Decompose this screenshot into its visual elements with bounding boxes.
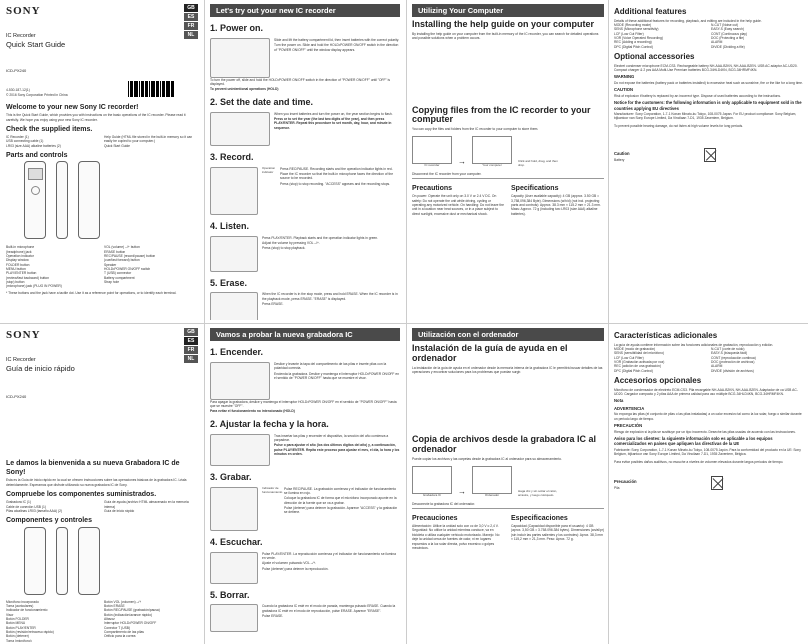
welcome-body: This is the Quick Start Guide, which provides you with instructions on the basic operations of the IC recorder. Please read it carefully. We hope you enjoy using your new Sony IC recorder. [6,113,186,122]
list-item: DIVIDE (división de archivos) [711,368,754,373]
list-item: DOC (protección de archivos) [711,359,755,364]
caution-body: Riesgo de explosión si la pila se sustituye por un tipo incorrecto. Deseche las pilas usadas de acuerdo con las instrucciones. [614,429,796,434]
drag-drop-label: Haga clic y sin soltar el ratón, arrastre, y luego colóquelo. [518,488,558,497]
lang-tab-nl: NL [184,355,198,363]
caution-label: Precaución [614,479,637,485]
list-item: Orificio para la correa [104,634,136,639]
barcode [128,81,198,97]
parts-heading: Parts and controls [6,152,68,160]
list-item: DIVIDE (Dividing a file) [711,44,745,49]
check-items-heading: Compruebe los componentes suministrados. [6,491,157,499]
list-item: IC Recorder (1) [6,135,29,140]
list-item: DPC (Digital Pitch Control) [614,368,654,373]
list-item: REC (adición de una grabación) [614,364,661,369]
list-item: CONT (Continuous play) [711,31,748,36]
step-5b: Press ERASE. [262,302,284,307]
step-1b: Encienda la grabadora. Deslice y mantenga el interruptor HOLD•POWER ON/OFF en el sentido de "POWER ON/OFF" hasta que se muestre el visor. [274,371,400,380]
list-item: Botón REC/PAUSE (grabación/pausa) [104,608,160,613]
notice-heading: Aviso para los clientes: la siguiente información solo es aplicable a los equipos comercializados en países que apliquen las directivas de la UE [614,435,773,447]
lang-tab-es: ES [184,13,198,21]
battery-label: Pila [614,485,620,490]
caution-heading: CAUTION [614,87,634,93]
caution-heading: PRECAUCIÓN [614,422,643,428]
record-illustration [210,487,258,531]
list-item: Botón PLAY/ENTER [6,625,36,630]
list-item: MODE (Recording mode) [614,22,652,27]
fold-line-vertical-1 [204,0,205,644]
top-additional-panel [614,4,804,320]
specifications-body: Capacity (User available capacity): 4 GB (approx. 3.50 GB = 3,758,096,384 Byte). Dimensions (w/h/d) (not incl. projecting parts and controls): Approx. 38.3 mm × 115.2 mm × 21.3 mm. Mass: Approx. 72 g (including two LR03 (size AAA) alkaline batteries). [511,194,601,216]
lang-tab-gb: GB [184,328,198,336]
doc-title: Quick Start Guide [6,39,66,49]
optional-body: Electret condenser microphone ECM-CS3. Rechargeable battery NH-AAA-B2KN, NH-AAA-B2EN. USB AC adaptor AC-UD20. Compact charger & 2 pcs AAA Multi-Use Premium batteries BCG-34HLD4KN, BCG-34HRMF4KN. [614,63,798,72]
list-item: Toma (micrófono) [6,638,32,642]
install-body: La instalación de la guía de ayuda en el ordenador desde la memoria interna de la grabadora IC le permitirá buscar detalles de las operaciones y encontrar soluciones para los problemas que puedan surgir. [412,365,603,375]
list-item: MODE (modo de grabación) [614,346,656,351]
list-item: VOR (Voice Operated Recording) [614,35,663,40]
language-tabs [184,328,198,364]
list-item: PLAY/ENTER button [6,271,37,276]
precautions-body: Alimentación: Utilice la unidad solo con cc de 3,0 V o 2,4 V. Seguridad: No utilice la unidad mientras conduce, va en bicicleta o utiliza cualquier vehículo motorizado. Manejo: No deje la unidad cerca de fuentes de calor, ni en lugares expuestos a la luz solar directa, polvo excesivo o golpes mecánicos. [412,524,500,550]
lang-tab-gb: GB [184,4,198,12]
copyright: © 2016 Sony Corporation Printed in China [6,92,68,97]
ic-recorder-label: Grabadora IC [422,492,442,497]
welcome-heading: Welcome to your new Sony IC recorder! [6,103,139,111]
sony-logo: SONY [6,5,41,17]
step-3-title: 3. Grabar. [210,471,252,482]
list-item: Botón VOL (volumen) –/+ [104,599,142,604]
step-3a: Press REC/PAUSE. Recording starts and the operation indicator lights in red. [280,166,393,171]
list-item: N-CUT (Noise cut) [711,22,739,27]
try-header: Let's try out your new IC recorder [210,4,400,17]
install-steps-area [412,43,604,103]
computer-header: Utilización con el ordenador [412,328,604,341]
notice-heading: Notice for the customers: the following information is only applicable to equipment sold in the countries applying EU directives [614,99,802,111]
recorder-back-illustration [78,161,100,239]
list-item: Guía de inicio rápido [104,509,135,513]
computer-window-icon [472,466,512,494]
step-2a: Tras insertar las pilas y encender el dispositivo, la sección del año comienza a parpadear. [274,433,389,443]
hearing-warning: Para evitar posibles daños auditivos, no escuche a niveles de volumen elevados durante largos periodos de tiempo. [614,459,784,464]
folder-window-icon [412,466,452,494]
list-item: Botón (detener) [6,634,29,639]
step-1d: Para evitar el funcionamiento no intencionado (HOLD) [210,408,295,413]
list-item: REC/PAUSE (record/pause) button [104,254,156,259]
bottom-cover-panel [6,328,198,642]
copy-heading: Copying files from the IC recorder to your computer [412,104,591,125]
fold-line-vertical-2 [406,0,407,644]
list-item: Grabadora IC (1) [6,500,31,505]
additional-body: Details of these additional features for recording, playback, and editing are included in the help guide. [614,18,762,23]
list-item: ALARM [711,40,723,45]
step-4-title: 4. Escuchar. [210,536,263,547]
list-item: Botón FOLDER [6,616,29,621]
battery-label: Battery [614,157,625,162]
step-4c: Press (stop) to stop playback. [262,246,306,251]
product-name: IC Recorder [6,32,36,39]
list-item: Altavoz [104,616,115,621]
optional-heading: Accesorios opcionales [614,375,702,385]
date-set-illustration [210,434,270,466]
list-item: LCF (Low Cut Filter) [614,31,644,36]
list-item: Display window [6,258,29,263]
welcome-body: Esta es la Guía de inicio rápido en la cual se ofrecen instrucciones sobre las operaciones básicas de la grabadora IC. Léala detenidamente. Esperamos que disfrute utilizando su nueva grabadora IC de Sony. [6,478,187,487]
step-4c: Pulse (detener) para detener la reproducción. [262,566,329,571]
list-item: Strap hole [104,280,120,285]
step-1a: Slide and lift the battery compartment lid, then insert batteries with the correct polarity. [274,37,400,42]
step-3c: Pulse (detener) para detener la grabación. Aparece "ACCESS" y la grabación se detiene. [284,506,398,515]
battery-insert-illustration [210,362,270,400]
step-5a: When the IC recorder is in the stop mode, press and hold ERASE. When the IC recorder is in the playback mode, press ERASE. "ERASE" is displayed. [262,292,398,301]
list-item: (headphone) jack [6,249,32,254]
list-item: Visor [6,612,14,617]
model-number: ICD-PX240 [6,393,27,399]
step-1-title: 1. Encender. [210,347,264,357]
top-try-panel [210,4,400,320]
list-item: LCF (Low Cut Filter) [614,355,644,360]
try-header: Vamos a probar la nueva grabadora IC [210,328,400,341]
step-2-title: 2. Ajustar la fecha y la hora. [210,418,329,429]
model-number: ICD-PX240 [6,67,27,73]
list-item: SENS (Microphone sensitivity) [614,27,659,32]
list-item: Interruptor HOLD•POWER ON/OFF [104,621,157,626]
caution-body: Risk of explosion if battery is replaced by an incorrect type. Dispose of used batteries according to the instructions. [614,93,781,98]
bottom-additional-panel [614,328,804,642]
list-item: Battery compartment [104,275,135,280]
step-2b: Press or to set the year (the last two digits of the year), and then press PLAY/ENTER. Repeat this procedure to set month, day, hour, and minute in sequence. [274,117,392,130]
copy-figure [412,136,604,168]
step-1c: Para apagar la grabadora, deslice y mantenga el interruptor HOLD•POWER ON/OFF en el sentido de "POWER ON/OFF" hasta que se muestre "OFF". [210,399,397,409]
list-item: DPC (Digital Pitch Control) [614,44,654,49]
notice-body: Manufacturer: Sony Corporation, 1-7-1 Konan Minato-ku Tokyo, 108-0075 Japan. For EU product compliance: Sony Belgium, bijkantoor van Sony Europe Limited, Da Vincilaan 7-D1, 1935 Zaventem, Belgium. [614,112,797,121]
product-name: IC Recorder [6,356,36,363]
list-item: Built-in microphone [6,245,35,250]
specifications-heading: Specifications [511,185,559,192]
supplied-items [6,135,198,148]
recorder-side-illustration [56,161,68,239]
list-item: FOLDER button [6,262,30,267]
computer-header: Utilizing Your Computer [412,4,604,17]
list-item: USB connecting cable (1) [6,139,44,144]
additional-body: La guía de ayuda contiene información sobre las funciones adicionales de grabación, reproducción y edición. [614,342,774,347]
ic-recorder-label: IC recorder [424,162,440,167]
operation-indicator-label: Indicador de funcionamiento [262,485,283,494]
install-body: By installing the help guide on your computer from the built-in memory of the IC recorder, you can search for detailed operations and possible solutions when a problem occurs. [412,31,599,41]
list-item: Speaker [104,262,117,267]
recycle-bin-icon [711,476,723,490]
computer-window-icon [472,136,512,164]
computer-label: Ordenador [484,492,500,497]
sony-logo: SONY [6,329,41,341]
recorder-side-illustration [56,527,68,595]
list-item: Conector T (USB) [104,625,131,630]
additional-heading: Additional features [614,7,687,16]
operation-indicator-label: Operation indicator [262,165,276,174]
step-1b: Turn the power on. Slide and hold the HOLD•POWER ON/OFF switch in the direction of "POWER ON/OFF" until the window display appears. [274,43,399,52]
note-heading: Nota [614,398,624,404]
step-2-title: 2. Set the date and time. [210,96,314,107]
additional-heading: Características adicionales [614,331,718,340]
list-item: Guía de ayuda (archivo HTML almacenado en la memoria interna) [104,500,189,509]
lang-tab-fr: FR [184,346,198,354]
list-item: Micrófono incorporado [6,599,39,604]
listen-illustration [210,236,258,272]
list-item: Pilas alcalinas LR03 (tamaño AAA) (2) [6,509,63,513]
specifications-heading: Especificaciones [511,514,568,522]
list-item: CONT (reproducción continua) [711,355,756,360]
erase-illustration [210,604,258,632]
list-item: N-CUT (corte de ruido) [711,346,745,351]
step-4b: Ajuste el volumen pulsando VOL –/+. [262,561,317,566]
list-item: (cue/fast forward) button [104,258,140,263]
step-1d: To prevent unintentional operations (HOLD) [210,86,279,91]
copy-figure [412,466,604,498]
step-1-title: 1. Power on. [210,23,264,33]
list-item: Botón (indicación/avance rápido) [104,612,153,617]
list-item: (stop) button [6,280,25,285]
parts-heading: Componentes y controles [6,517,92,525]
recorder-front-illustration [24,527,46,595]
caution-label: Caution [614,151,630,157]
bottom-computer-panel [412,328,604,642]
top-computer-panel [412,4,604,320]
welcome-heading: Le damos la bienvenida a su nueva Grabadora IC de Sony! [6,459,180,477]
warning-heading: ADVERTENCIA [614,405,645,411]
list-item: VOL (volume) –/+ button [104,245,140,250]
check-items-heading: Check the supplied items. [6,125,93,133]
optional-heading: Optional accessories [614,51,695,61]
arrow-right-icon: → [458,487,466,496]
list-item: Toma (auriculares) [6,603,34,608]
part-code: 4-530-187-12(1) [6,88,30,93]
step-2a: When you insert batteries and turn the power on, the year section begins to flash. [274,111,393,116]
recorder-back-illustration [78,527,100,595]
list-item: VOR (Grabación activada por voz) [614,359,665,364]
install-heading: Installing the help guide on your computer [412,19,595,29]
record-illustration [210,167,258,215]
optional-body: Micrófono de condensador de electreto ECM-CS3. Pila recargable NH-AAA-B2KN, NH-AAA-B2EN. Adaptador de ca USB AC-UD20. Cargador compacto y 2 pilas AAA de primera calidad para uso múltiple BCG-34HLD4KN, BCG-34HRMF4KN. [614,387,798,396]
doc-title: Guía de inicio rápido [6,363,75,373]
list-item: Botón (revisión/retroceso rápido) [6,629,54,634]
warning-heading: WARNING [614,74,635,80]
drag-drop-label: Click and hold, drag, and then drop. [518,158,558,167]
step-4-title: 4. Listen. [210,220,250,231]
step-4b: Adjust the volume by pressing VOL –/+. [262,240,320,245]
copy-body: Puede copiar los archivos y las carpetas desde la grabadora IC al ordenador para su almacenamiento. [412,457,562,462]
copy-heading: Copia de archivos desde la grabadora IC al ordenador [412,434,597,455]
step-3-title: 3. Record. [210,151,254,162]
list-item: REC (Adding a recording) [614,40,652,45]
hearing-warning: To prevent possible hearing damage, do not listen at high volume levels for long periods. [614,123,744,128]
step-5-title: 5. Erase. [210,277,248,288]
step-4a: Press PLAY/ENTER. Playback starts and the operation indicator lights in green. [262,235,379,240]
list-item: EASY-S (búsqueda fácil) [711,351,748,356]
step-5-title: 5. Borrar. [210,589,250,600]
list-item: Indicador de funcionamiento [6,608,48,613]
specifications-body: Capacidad (Capacidad disponible para el usuario): 4 GB (aprox. 3,50 GB = 3.758.096.384 bytes). Dimensiones (an/al/pr) (sin incluir las partes salientes y los controles): Aprox. 38,3 mm × 115,2 mm × 21,3 mm. Peso: Aprox. 72 g. [511,524,604,542]
date-set-illustration [210,112,270,146]
parts-list [6,600,198,642]
parts-figure [6,161,198,241]
features-list [614,23,804,49]
computer-label: Your computer [482,162,502,167]
list-item: T (USB) connector [104,271,132,276]
recycle-bin-icon [704,148,716,162]
list-item: Help Guide (HTML file stored in the built-in memory so it can easily be copied to your computer.) [104,135,193,144]
bottom-try-panel [210,328,400,642]
parts-note: * These buttons and the jack have a tactile dot. Use it as a reference point for operations, or to identify each terminal. [6,290,177,295]
battery-insert-illustration [210,38,270,78]
precautions-body: On power: Operate the unit only on 3.0 V or 2.4 V DC. On safety: Do not operate the unit while driving, cycling or operating any motorized vehicle. On handling: Do not leave the unit in a location near heat sources, or in a place subject to direct sunlight, excessive dust or mechanical shock. [412,194,505,216]
list-item: Compartimento de las pilas [104,629,144,634]
list-item: (microphone) jack (PLUG IN POWER) [6,284,62,289]
list-item: Botón ERASE [104,603,125,608]
list-item: DOC (Protecting a file) [711,35,745,40]
list-item: HOLD•POWER ON/OFF switch [104,267,151,272]
list-item: Operation indicator [6,254,34,259]
step-1a: Deslice y levante la tapa del compartimento de las pilas e inserte pilas con la polaridad correcta. [274,361,387,371]
listen-illustration [210,552,258,584]
step-1c: To turn the power off, slide and hold the HOLD•POWER ON/OFF switch in the direction of "POWER ON/OFF" until "OFF" is displayed. [210,77,391,87]
list-item: Botón MENU [6,621,26,626]
precautions-heading: Precautions [412,185,453,192]
folder-window-icon [412,136,452,164]
lang-tab-fr: FR [184,22,198,30]
lang-tab-nl: NL [184,31,198,39]
recorder-front-illustration [24,161,46,239]
copy-body: You can copy the files and folders from the IC recorder to your computer to store them. [412,127,539,132]
notice-body: Fabricante: Sony Corporation, 1-7-1 Konan Minato-ku Tokyo, 108-0075 Japón. Para la conformidad del producto en la UE: Sony Belgium, bijkantoor van Sony Europe Limited, Da Vincilaan 7-D1, 1935 Zaventem, Bélgica. [614,447,801,457]
step-5b: Pulse ERASE. [262,614,284,619]
warning-body: Do not expose the batteries (battery pack or batteries installed) to excessive heat such as sunshine, fire or the like for a long time. [614,80,803,85]
warning-body: No exponga las pilas (el conjunto de pilas o las pilas instaladas) a un calor excesivo tal como la luz solar, fuego o similar durante un periodo largo de tiempo. [614,412,802,421]
list-item: Quick Start Guide [104,143,131,148]
parts-figure [6,527,198,597]
install-heading: Instalación de la guía de ayuda en el ordenador [412,343,568,363]
list-item: EASY-S (Easy search) [711,27,745,32]
erase-illustration [210,292,258,320]
list-item: SENS (sensibilidad del micrófono) [614,351,665,356]
step-5a: Cuando la grabadora IC esté en el modo de parada, mantenga pulsado ERASE. Cuando la grabadora IC esté en el modo de reproducción, pulse ERASE. Aparece "ERASE". [262,604,396,613]
disconnect-step: Disconnect the IC recorder from your computer. [412,171,482,176]
list-item: ERASE button [104,249,126,254]
lang-tab-es: ES [184,337,198,345]
fold-line-horizontal [0,323,808,324]
step-3c: Press (stop) to stop recording. "ACCESS" appears and the recording stops. [280,181,391,186]
list-item: (review/fast backward) button [6,275,50,280]
top-cover-panel [6,4,198,320]
language-tabs [184,4,198,40]
parts-list [6,245,198,288]
list-item: Cable de conexión USB (1) [6,504,46,509]
step-3b: Coloque la grabadora IC de forma que el micrófono incorporado apunte en la dirección de la fuente que se va a grabar. [284,496,397,505]
step-3b: Place the IC recorder so that the built-in microphone faces the direction of the source to be recorded. [280,172,394,181]
step-3a: Pulse REC/PAUSE. La grabación comienza y el indicador de funcionamiento se ilumina en rojo. [284,486,397,495]
step-4a: Pulse PLAY/ENTER. La reproducción comienza y el indicador de funcionamiento se ilumina en verde. [262,551,396,560]
list-item: ALARM [711,364,723,369]
disconnect-step: Desconecte la grabadora IC del ordenador. [412,501,476,506]
step-2b: Pulse o para ajustar el año (los dos últimos dígitos del año) y, a continuación, pulse PLAY/ENTER. Repita este proceso para ajustar el mes, el día, la hora y los minutos en orden. [274,443,400,457]
list-item: MENU button [6,267,26,272]
supplied-items [6,500,198,513]
precautions-heading: Precauciones [412,514,458,522]
list-item: LR03 (size AAA) alkaline batteries (2) [6,143,61,148]
arrow-right-icon: → [458,157,466,167]
install-steps-area [412,374,604,432]
fold-line-vertical-3 [608,0,609,644]
features-list [614,347,804,373]
